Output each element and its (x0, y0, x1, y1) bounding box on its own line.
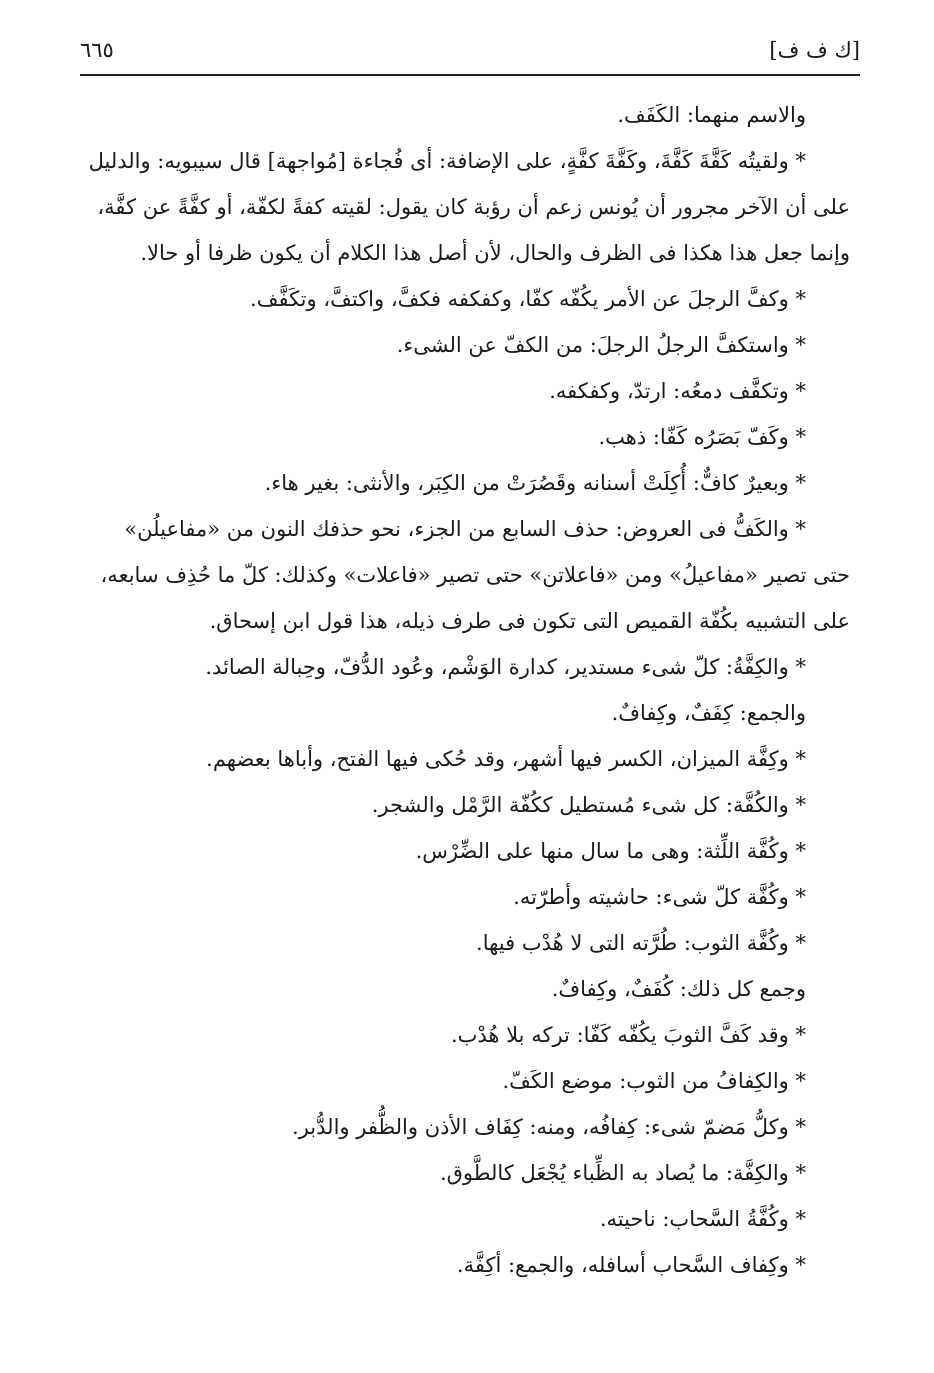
paragraph-line: * وكفَّ الرجلَ عن الأمر يكُفّه كفّا، وكفكفه فكفَّ، واكتفَّ، وتكَفَّف. (250, 287, 806, 311)
header-rule (80, 74, 860, 76)
paragraph-line: * وكَفّ بَصَرُه كَفّا: ذهب. (598, 425, 806, 449)
paragraph-line: * وكُفَّةُ السَّحاب: ناحيته. (599, 1207, 806, 1231)
page-header (80, 34, 860, 74)
document-body (80, 92, 850, 1288)
paragraph-line: * وكِفاف السَّحاب أسافله، والجمع: أكِفَّة. (456, 1253, 806, 1277)
paragraph-line: * وكلُّ مَضمّ شىء: كِفافُه، ومنه: كِفَاف الأذن والظُّفر والدُّبر. (292, 1115, 806, 1139)
paragraph-line: على أن الآخر مجرور أن يُونس زعم أن رؤبة كان يقول: لقيته كفةً لكفّة، أو كفَّةً عن كفَّة، (97, 195, 850, 219)
paragraph-line: * والكِفَّة: ما يُصاد به الظِّباء يُجْعَل كالطَّوق. (439, 1161, 806, 1185)
paragraph-line: على التشبيه بكُفّة القميص التى تكون فى طرف ذيله، هذا قول ابن إسحاق. (209, 609, 850, 633)
paragraph-line: وجمع كل ذلك: كُفَفٌ، وكِفافٌ. (551, 977, 806, 1001)
paragraph-line: * وبعيرٌ كافٌّ: أُكِلَتْ أسنانه وقَصُرَتْ من الكِبَر، والأنثى: بغير هاء. (264, 471, 806, 495)
paragraph-line: * وتكفَّف دمعُه: ارتدّ، وكفكفه. (549, 379, 806, 403)
paragraph-line: * وكُفَّة كلّ شىء: حاشيته وأطرّته. (513, 885, 806, 909)
paragraph-line: * وكِفَّة الميزان، الكسر فيها أشهر، وقد حُكى فيها الفتح، وأباها بعضهم. (206, 747, 806, 771)
paragraph-line: * وكُفَّة الثوب: طُرَّته التى لا هُدْب فيها. (476, 931, 806, 955)
paragraph-line: حتى تصير «مفاعيلُ» ومن «فاعلاتن» حتى تصير «فاعلات» وكذلك: كلّ ما حُذِف سابعه، (100, 563, 850, 587)
root-letters: [ك ف ف] (769, 38, 860, 62)
paragraph-line: * ولقيتُه كَفَّةَ كَفَّةَ، وكَفَّةَ كفَّةٍ، على الإضافة: أى فُجاءة [مُواجهة] قال سيبويه: والدليل (88, 149, 806, 173)
paragraph-line: والاسم منهما: الكَفَف. (617, 103, 806, 127)
paragraph-line: وإنما جعل هذا هكذا فى الظرف والحال، لأن أصل هذا الكلام أن يكون ظرفا أو حالا. (140, 241, 850, 265)
paragraph-line: * واستكفَّ الرجلُ الرجلَ: من الكفّ عن الشىء. (396, 333, 806, 357)
paragraph-line: * وقد كَفَّ الثوبَ يكُفّه كَفّا: تركه بلا هُدْب. (450, 1023, 806, 1047)
paragraph-line: والجمع: كِفَفٌ، وكِفافٌ. (611, 701, 806, 725)
paragraph-line: * والكِفافُ من الثوب: موضع الكَفّ. (502, 1069, 806, 1093)
paragraph-line: * والكُفَّة: كل شىء مُستطيل ككُفّة الرَّمْل والشجر. (371, 793, 806, 817)
paragraph-line: * وكُفَّة اللِّثة: وهى ما سال منها على الضِّرْس. (415, 839, 806, 863)
page-number: ٦٦٥ (80, 38, 114, 62)
paragraph-line: * والكَفُّ فى العروض: حذف السابع من الجزء، نحو حذفك النون من «مفاعيلُن» (124, 517, 806, 541)
paragraph-line: * والكِفَّةُ: كلّ شىء مستدير، كدارة الوَشْم، وعُود الدُّفّ، وحِبالة الصائد. (205, 655, 806, 679)
